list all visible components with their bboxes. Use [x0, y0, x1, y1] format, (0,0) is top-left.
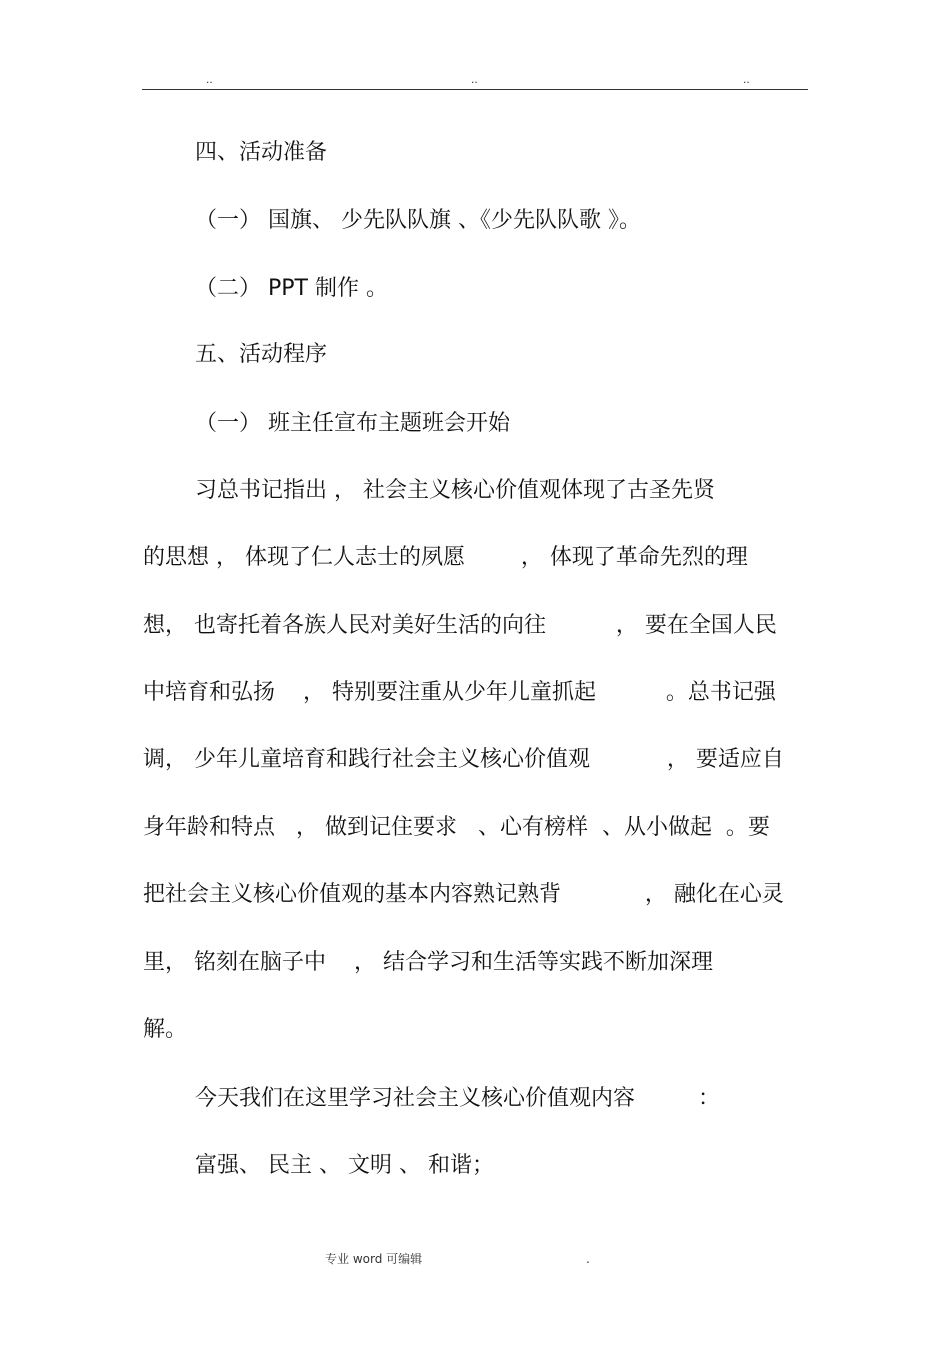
paragraph-line: 调， 少年儿童培育和践行社会主义核心价值观 ， 要适应自: [143, 747, 784, 772]
paragraph-line: 把社会主义核心价值观的基本内容熟记熟背 ， 融化在心灵: [143, 882, 784, 907]
paragraph-line: 今天我们在这里学习社会主义核心价值观内容 ：: [195, 1086, 720, 1111]
paragraph-line: 想， 也寄托着各族人民对美好生活的向往 ， 要在全国人民: [143, 613, 777, 638]
section-heading-procedure: 五、活动程序: [195, 342, 328, 367]
paragraph-line: 富强、 民主 、 文明 、 和谐；: [195, 1153, 494, 1178]
procedure-item-1: （一） 班主任宣布主题班会开始: [195, 411, 510, 436]
header-dots-center: ..: [471, 72, 478, 86]
section-heading-preparation: 四、活动准备: [195, 140, 328, 165]
header-dots-right: ..: [743, 72, 750, 86]
preparation-item-2: （二） PPT 制作 。: [195, 276, 388, 301]
paragraph-line: 习总书记指出 ， 社会主义核心价值观体现了古圣先贤: [195, 478, 715, 503]
paragraph-line: 的思想 ， 体现了仁人志士的夙愿 ， 体现了革命先烈的理: [143, 545, 748, 570]
paragraph-line: 中培育和弘扬 ， 特别要注重从少年儿童抓起 。总书记强: [143, 680, 776, 705]
paragraph-line: 解。: [143, 1017, 188, 1042]
preparation-item-1: （一） 国旗、 少先队队旗 、《少先队队歌 》。: [195, 208, 641, 233]
paragraph-line: 里， 铭刻在脑子中 ， 结合学习和生活等实践不断加深理: [143, 950, 713, 975]
header-dots-left: ..: [206, 72, 213, 86]
header-rule: [142, 89, 808, 90]
footer-right: .: [586, 1252, 590, 1266]
paragraph-line: 身年龄和特点 ， 做到记住要求 、心有榜样 、从小做起 。要: [143, 815, 770, 840]
footer-left: 专业 word 可编辑: [325, 1252, 423, 1266]
